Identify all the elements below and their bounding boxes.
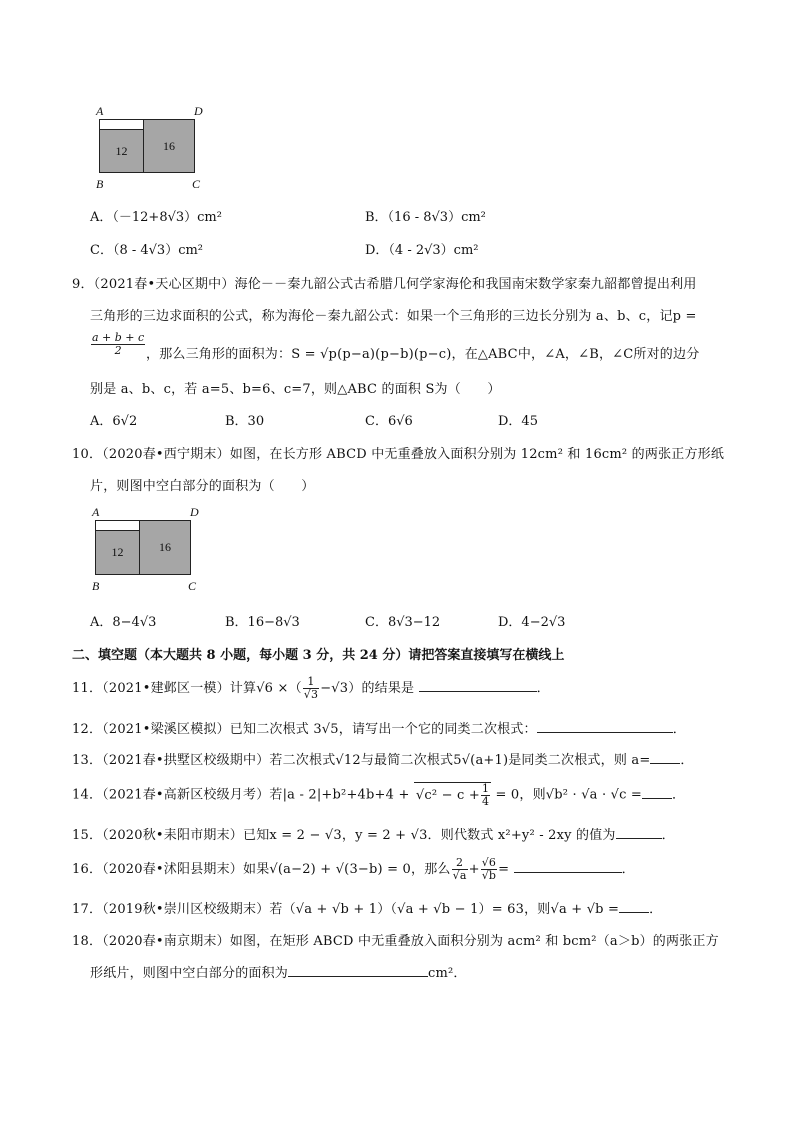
q16-mid: = (498, 862, 510, 877)
q8-option-d[interactable]: D．（4 - 2√3）cm² (365, 243, 479, 258)
q14 (72, 782, 685, 808)
q11-mid: −√3）的结果是 (320, 681, 415, 696)
q17-text: 17．（2019秋•崇川区校级期末）若（√a + √b + 1）（√a + √b − 1）= 63，则√a + √b = (72, 902, 620, 917)
q12-text: 12．（2021•梁溪区模拟）已知二次根式 3√5，请写出一个它的同类二次根式： (72, 722, 537, 737)
square-16: 16 (143, 119, 195, 173)
q11 (72, 676, 550, 701)
q10-option-d[interactable]: D．4−2√3 (498, 615, 566, 630)
q14-frac-den: 4 (481, 795, 490, 808)
label-c: C (188, 579, 197, 593)
q13-end: ． (680, 753, 694, 768)
q10-option-c[interactable]: C．8√3−12 (365, 615, 441, 630)
q9-line3: ，那么三角形的面积为：S = √p(p−a)(p−b)(p−c)，在△ABC中，∠A，∠B，∠C所对的边分 (146, 347, 700, 362)
q18-answer-blank[interactable] (288, 964, 428, 977)
q8-option-c[interactable]: C．（8 - 4√3）cm² (90, 243, 204, 258)
q16-end: ． (621, 862, 635, 877)
q14-answer-blank[interactable] (642, 786, 672, 799)
q14-frac-num: 1 (481, 782, 490, 795)
section-heading: 二、填空题（本大题共 8 小题，每小题 3 分，共 24 分）请把答案直接填写在横线上 (72, 648, 565, 663)
q9-frac-den: 2 (114, 344, 122, 357)
q15-end: ． (661, 828, 675, 843)
label-b: B (96, 177, 104, 191)
q9-option-b[interactable]: B．30 (225, 414, 265, 429)
label-a: A (92, 505, 100, 519)
q18-end: cm²． (428, 966, 467, 981)
label-d: D (190, 505, 199, 519)
q13-text: 13．（2021春•拱墅区校级期中）若二次根式√12与最简二次根式5√(a+1)是同类二次根式，则 a= (72, 753, 651, 768)
square-16: 16 (139, 520, 191, 575)
q9-line2: 三角形的三边求面积的公式，称为海伦－秦九韶公式：如果一个三角形的三边长分别为 a、b、c，记p = (90, 309, 697, 324)
label-c: C (192, 177, 201, 191)
q15-text: 15．（2020秋•耒阳市期末）已知x = 2 − √3，y = 2 + √3．则代数式 x²+y² - 2xy 的值为 (72, 828, 616, 843)
q8-option-a[interactable]: A．（－12+8√3）cm² (90, 210, 222, 225)
q16 (72, 857, 635, 882)
q14-mid: = 0，则√b² · √a · √c = (495, 787, 643, 803)
q10-option-a[interactable]: A．8−4√3 (90, 615, 157, 630)
q15-answer-blank[interactable] (616, 826, 662, 839)
q9-fraction (90, 332, 146, 357)
q9-option-d[interactable]: D．45 (498, 414, 538, 429)
q9-option-c[interactable]: C．6√6 (365, 414, 413, 429)
q16-f2-den: √b (481, 869, 497, 882)
q16-answer-blank[interactable] (514, 860, 622, 873)
q14-pre: 14．（2021春•高新区校级月考）若|a - 2|+b²+4b+4 + (72, 787, 410, 803)
q11-answer-blank[interactable] (419, 679, 537, 692)
q9-line1: 9．（2021春•天心区期中）海伦－－秦九韶公式古希腊几何学家海伦和我国南宋数学家秦九韶都曾提出利用 (72, 277, 697, 292)
q9-line4: 别是 a、b、c，若 a=5、b=6、c=7，则△ABC 的面积 S为（ ） (90, 382, 501, 397)
q17-answer-blank[interactable] (619, 900, 649, 913)
label-d: D (194, 104, 203, 118)
q15 (72, 824, 675, 843)
q9-frac-num: a + b + c (92, 331, 145, 344)
q10-line2: 片，则图中空白部分的面积为（ ） (90, 479, 315, 494)
square-12: 12 (99, 129, 144, 173)
q11-end: ． (536, 681, 550, 696)
q14-radical: √c² − c + $\frac{1}{4}$ (415, 782, 490, 808)
q13-answer-blank[interactable] (650, 751, 680, 764)
q18-line2 (90, 962, 467, 981)
q11-frac-den: √3 (303, 688, 319, 701)
q12-answer-blank[interactable] (537, 720, 673, 733)
q17-end: ． (649, 902, 663, 917)
q13 (72, 749, 694, 768)
q16-f2-num: √6 (481, 856, 497, 869)
q18-line2-text: 形纸片，则图中空白部分的面积为 (90, 966, 289, 981)
q10-line1: 10．（2020春•西宁期末）如图，在长方形 ABCD 中无重叠放入面积分别为 12cm² 和 16cm² 的两张正方形纸 (72, 447, 725, 462)
label-b: B (92, 579, 100, 593)
square-12: 12 (95, 530, 140, 575)
q14-end: ． (672, 787, 686, 803)
q17 (72, 898, 662, 917)
q12 (72, 718, 686, 737)
label-a: A (96, 104, 104, 118)
q11-pre: 11．（2021•建邺区一模）计算√6 ×（ (72, 681, 302, 696)
q10-option-b[interactable]: B．16−8√3 (225, 615, 300, 630)
q18-line1: 18．（2020春•南京期末）如图，在矩形 ABCD 中无重叠放入面积分别为 acm² 和 bcm²（a＞b）的两张正方 (72, 934, 719, 949)
q16-f1-den: √a (452, 869, 467, 882)
q11-frac-num: 1 (303, 676, 319, 689)
q16-f1-num: 2 (452, 857, 468, 870)
q12-end: ． (672, 722, 686, 737)
q9-option-a[interactable]: A．6√2 (90, 414, 138, 429)
q16-plus: + (468, 862, 480, 877)
q16-pre: 16．（2020春•沭阳县期末）如果√(a−2) + √(3−b) = 0，那么 (72, 862, 451, 877)
q14-rad-body: c² − c + (424, 788, 480, 803)
q8-option-b[interactable]: B．（16 - 8√3）cm² (365, 210, 486, 225)
